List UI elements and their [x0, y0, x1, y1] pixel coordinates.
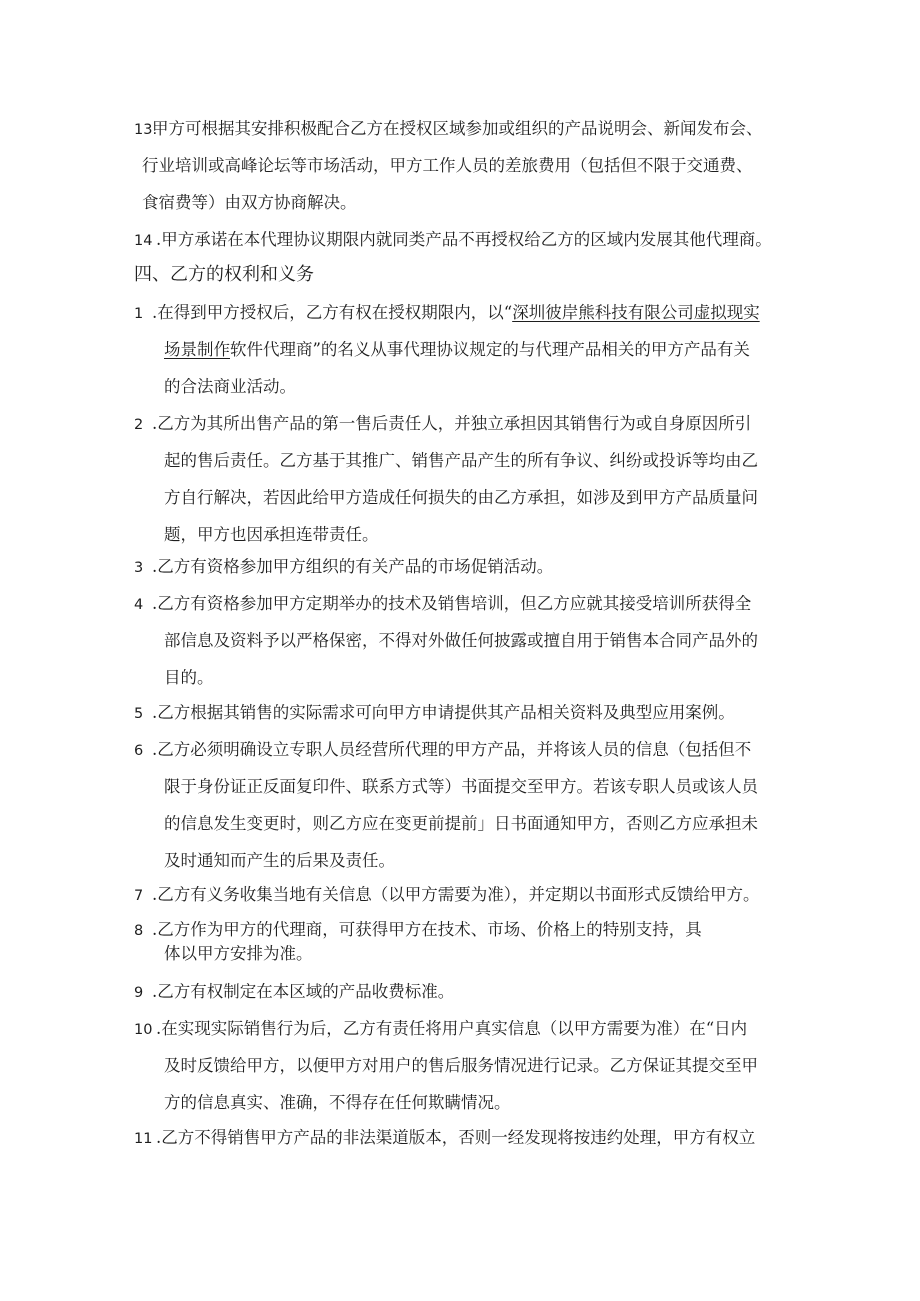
clause-text: .乙方根据其销售的实际需求可向甲方申请提供其产品相关资料及典型应用案例。	[152, 703, 735, 722]
clause-text: 的信息发生变更时，则乙方应在变更前提前」日书面通知甲方，否则乙方应承担未	[164, 814, 758, 833]
clause-text: 方自行解决，若因此给甲方造成任何损失的由乙方承担，如涉及到甲方产品质量问	[164, 488, 758, 507]
section-heading: 四、乙方的权利和义务	[134, 264, 314, 285]
clause-6	[134, 731, 804, 879]
clause-text: .乙方有资格参加甲方组织的有关产品的市场促销活动。	[152, 557, 554, 576]
clause-text: 软件代理商”的名义从事代理协议规定的与代理产品相关的甲方产品有关	[230, 340, 750, 359]
clause-text: .乙方必须明确设立专职人员经营所代理的甲方产品，并将该人员的信息（包括但不	[152, 740, 752, 759]
clause-1	[134, 294, 804, 405]
clause-8	[134, 918, 804, 966]
clause-number: 6	[134, 743, 144, 759]
clause-7	[134, 876, 804, 913]
clause-13	[134, 110, 804, 221]
clause-number: 7	[134, 888, 144, 904]
clause-text: .乙方为其所出售产品的第一售后责任人，并独立承担因其销售行为或自身原因所引	[152, 414, 752, 433]
clause-text: 体以甲方安排为准。	[164, 944, 313, 963]
clause-number: 8	[134, 923, 144, 939]
clause-text: .乙方不得销售甲方产品的非法渠道版本，否则一经发现将按违约处理，甲方有权立	[156, 1128, 756, 1147]
clause-number: 9	[134, 985, 144, 1001]
clause-text: .乙方作为甲方的代理商，可获得甲方在技术、市场、价格上的特别支持，具	[152, 920, 702, 939]
clause-text: 起的售后责任。乙方基于其推广、销售产品产生的所有争议、纠纷或投诉等均由乙	[164, 451, 758, 470]
clause-text: 题，甲方也因承担连带责任。	[164, 525, 379, 544]
clause-text: 的合法商业活动。	[164, 377, 296, 396]
clause-number: 14	[134, 233, 153, 249]
clause-text: 及时反馈给甲方，以便甲方对用户的售后服务情况进行记录。乙方保证其提交至甲	[164, 1056, 758, 1075]
clause-text: 部信息及资料予以严格保密，不得对外做任何披露或擅自用于销售本合同产品外的	[164, 631, 758, 650]
clause-text: 行业培训或高峰论坛等市场活动，甲方工作人员的差旅费用（包括但不限于交通费、	[142, 156, 753, 175]
clause-number: 4	[134, 597, 144, 613]
clause-9	[134, 973, 804, 1010]
clause-2	[134, 405, 804, 553]
clause-text: 甲方可根据其安排积极配合乙方在授权区域参加或组织的产品说明会、新闻发布会、	[152, 119, 763, 138]
clause-number: 3	[134, 560, 144, 576]
clause-text: .在得到甲方授权后，乙方有权在授权期限内，以“	[152, 303, 513, 322]
clause-text: 及时通知而产生的后果及责任。	[164, 851, 395, 870]
clause-text: 食宿费等）由双方协商解决。	[142, 193, 357, 212]
clause-text: .甲方承诺在本代理协议期限内就同类产品不再授权给乙方的区域内发展其他代理商。	[156, 230, 772, 249]
underlined-product-name: 场景制作	[164, 340, 230, 359]
clause-11	[134, 1119, 804, 1156]
clause-number: 11	[134, 1131, 153, 1147]
underlined-company-name: 深圳彼岸熊科技有限公司虚拟现实	[512, 303, 760, 322]
clause-10	[134, 1010, 804, 1121]
clause-number: 5	[134, 706, 144, 722]
clause-text: .乙方有义务收集当地有关信息（以甲方需要为准），并定期以书面形式反馈给甲方。	[152, 885, 760, 904]
clause-number: 1	[134, 306, 144, 322]
clause-text: .乙方有资格参加甲方定期举办的技术及销售培训，但乙方应就其接受培训所获得全	[152, 594, 752, 613]
clause-text: .在实现实际销售行为后，乙方有责任将用户真实信息（以甲方需要为准）在“日内	[156, 1019, 748, 1038]
clause-4	[134, 585, 804, 696]
clause-text: 方的信息真实、准确，不得存在任何欺瞒情况。	[164, 1093, 511, 1112]
clause-text: 限于身份证正反面复印件、联系方式等）书面提交至甲方。若该专职人员或该人员	[164, 777, 758, 796]
clause-number: 2	[134, 417, 144, 433]
clause-5	[134, 694, 804, 731]
clause-number: 13.	[134, 122, 158, 138]
clause-text: 目的。	[164, 668, 214, 687]
clause-text: .乙方有权制定在本区域的产品收费标准。	[152, 982, 455, 1001]
clause-number: 10	[134, 1022, 153, 1038]
clause-3	[134, 548, 804, 585]
clause-14	[134, 221, 804, 258]
